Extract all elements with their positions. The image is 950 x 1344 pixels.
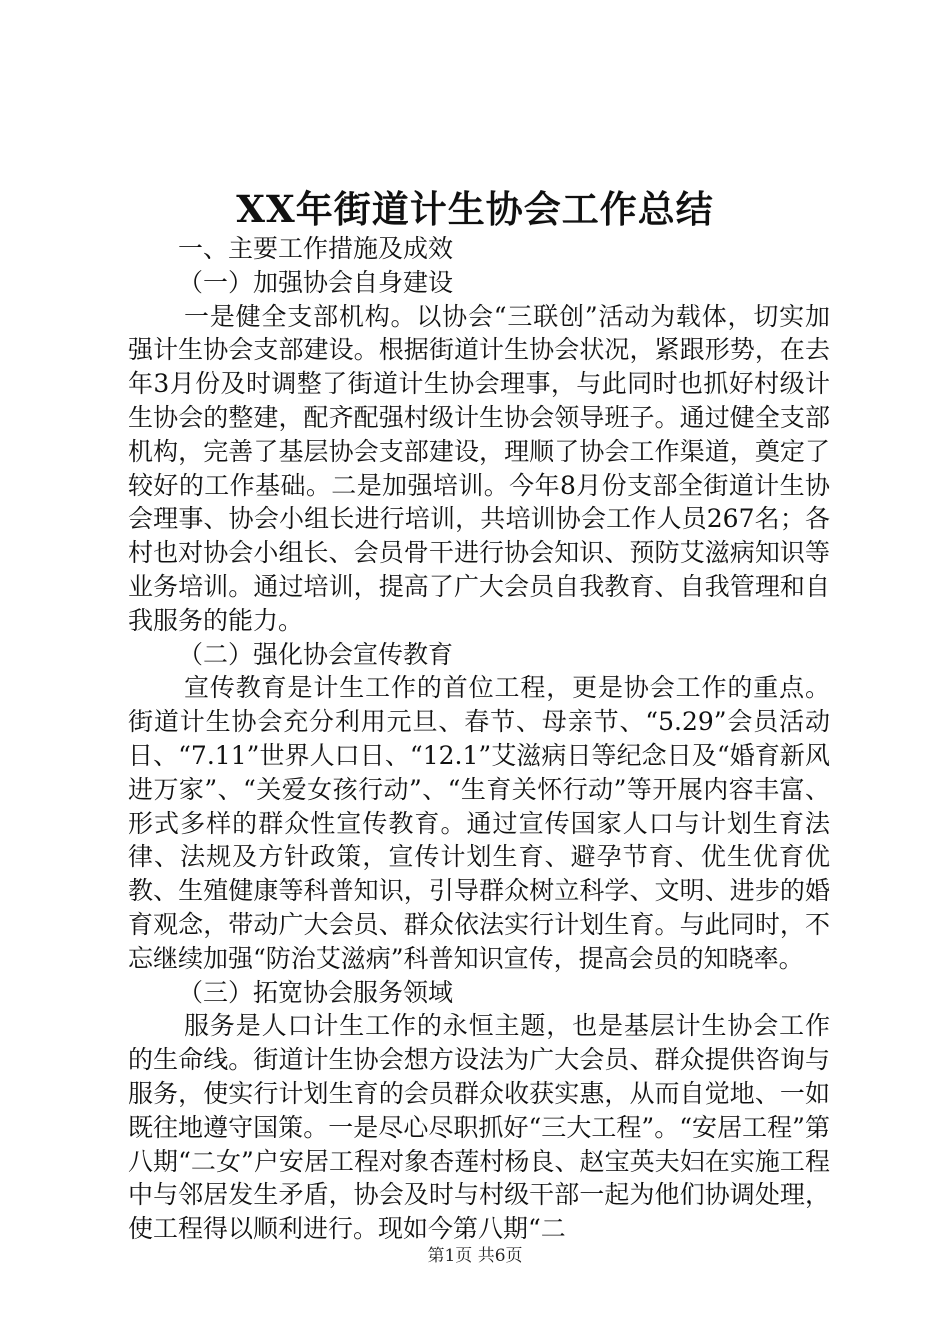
document-title: XX年街道计生协会工作总结 <box>236 187 714 231</box>
section-heading-main-measures: 一、主要工作措施及成效 <box>178 234 454 263</box>
paragraph-service-areas: 服务是人口计生工作的永恒主题，也是基层计生协会工作的生命线。街道计生协会想方设法为广大会员、群众提供咨询与服务，使实行计划生育的会员群众收获实惠，从而自觉地、一如既往地遵守国策。一是尽心尽职抓好“三大工程”。“安居工程”第八期“二女”户安居工程对象杏莲村杨良、赵宝英夫妇在实施工程中与邻居发生矛盾，协会及时与村级干部一起为他们协调处理，使工程得以顺利进行。现如今第八期“二 <box>128 1011 830 1244</box>
document-body <box>128 232 830 1246</box>
paragraph-publicity-education: 宣传教育是计生工作的首位工程，更是协会工作的重点。街道计生协会充分利用元旦、春节、母亲节、“5.29”会员活动日、“7.11”世界人口日、“12.1”艾滋病日等纪念日及“婚育新风进万家”、“关爱女孩行动”、“生育关怀行动”等开展内容丰富、形式多样的群众性宣传教育。通过宣传国家人口与计划生育法律、法规及方针政策，宣传计划生育、避孕节育、优生优育优教、生殖健康等科普知识，引导群众树立科学、文明、进步的婚育观念，带动广大会员、群众依法实行计划生育。与此同时，不忘继续加强“防治艾滋病”科普知识宣传，提高会员的知晓率。 <box>128 673 830 973</box>
subheading-service-areas: （三）拓宽协会服务领域 <box>178 977 454 1007</box>
paragraph-self-construction: 一是健全支部机构。以协会“三联创”活动为载体，切实加强计生协会支部建设。根据街道计生协会状况，紧跟形势，在去年3月份及时调整了街道计生协会理事，与此同时也抓好村级计生协会的整建，配齐配强村级计生协会领导班子。通过健全支部机构，完善了基层协会支部建设，理顺了协会工作渠道，奠定了较好的工作基础。二是加强培训。今年8月份支部全街道计生协会理事、协会小组长进行培训，共培训协会工作人员267名；各村也对协会小组长、会员骨干进行协会知识、预防艾滋病知识等业务培训。通过培训，提高了广大会员自我教育、自我管理和自我服务的能力。 <box>128 301 830 635</box>
subheading-publicity-education: （二）强化协会宣传教育 <box>178 639 454 669</box>
subheading-self-construction: （一）加强协会自身建设 <box>178 267 454 297</box>
page-footer: 第1页 共6页 <box>427 1246 523 1266</box>
